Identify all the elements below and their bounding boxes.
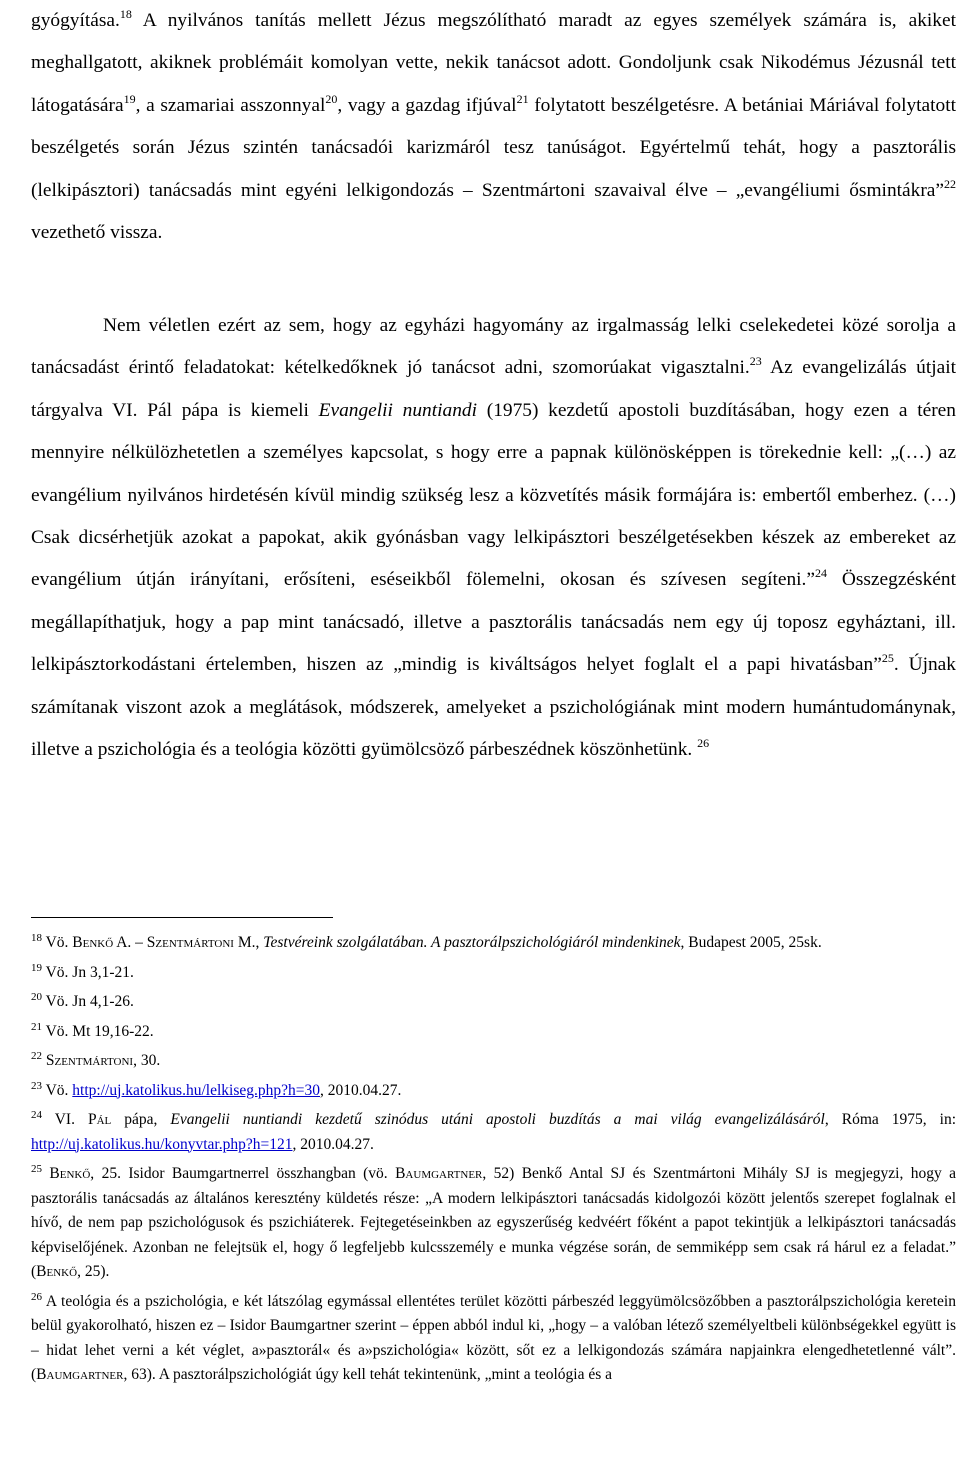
text-run: , a szamariai asszonnyal <box>135 94 326 116</box>
text-run: Az evangelizálás útjait tárgyalva VI. Pál pápa is kiemeli <box>31 357 957 421</box>
text-run: Nem véletlen ezért az sem, hogy az egyházi hagyomány az irgalmasság lelki cselekedetei közé sorolja a tanácsadást érintő feladatokat: kételkedőknek jó tanácsot adni, szomorúakat vigasztalni. <box>31 315 956 379</box>
text-run: (1975) kezdetű apostoli buzdításában, hogy ezen a téren mennyire nélkülözhetetlen a személyes kapcsolat, s hogy erre a papnak különösképpen is törekednie kell: „(…) az evangélium nyilvános hirdetésén kívül mindig szükség lesz a közvetítés másik formájára is: embertől emberhez. (…) Csak dicsérhetjük azokat a papokat, akik gyónásban vagy lelkipásztori beszélgetésekben készek az embereket az evangélium útján irányítani, erősíteni, eséseikből fölemelni, okosan és szívesen segíteni.” <box>31 399 956 591</box>
footnote-link[interactable]: http://uj.katolikus.hu/konyvtar.php?h=121 <box>31 1135 293 1153</box>
author-name: Szentmártoni <box>45 1052 134 1069</box>
author-name: Szentmártoni <box>146 934 234 951</box>
footnote-20 <box>31 990 956 1015</box>
text-run: , vagy a gazdag ifjúval <box>337 94 517 116</box>
footnote-25 <box>31 1162 956 1285</box>
text-run: Vö. Mt 19,16-22. <box>42 1022 154 1040</box>
footnote-ref-21: 21 <box>516 91 529 106</box>
footnote-19 <box>31 961 956 986</box>
text-run: A. – <box>113 934 147 951</box>
author-name: Benkő <box>36 1263 78 1280</box>
text-run: , 2010.04.27. <box>319 1081 402 1099</box>
text-run: Összegzésként megállapíthatjuk, hogy a pap mint tanácsadó, illetve a pasztorális tanácsadás nem egy új toposz egyháztani, ill. lelkipásztorkodástani értelemben, hiszen az „mindig is kiváltságos helyet foglalt el a papi hivatásban” <box>31 569 956 676</box>
footnote-number: 23 <box>31 1079 42 1092</box>
footnote-ref-25: 25 <box>881 651 894 666</box>
author-name: Baumgartner <box>36 1366 124 1383</box>
text-run: , 30. <box>133 1052 161 1069</box>
footnote-separator <box>31 917 333 918</box>
text-run: Vö. <box>42 1081 73 1099</box>
text-run: Vö. Jn 3,1-21. <box>42 963 134 981</box>
footnote-ref-23: 23 <box>749 354 762 369</box>
text-run: M., <box>233 934 264 951</box>
text-run: , 25). <box>77 1263 110 1280</box>
footnote-link[interactable]: http://uj.katolikus.hu/lelkiseg.php?h=30 <box>72 1081 320 1099</box>
footnote-ref-22: 22 <box>944 176 956 191</box>
text-run: pápa, <box>111 1111 171 1128</box>
text-run: , 52) Benkő Antal SJ és Szentmártoni Mihály SJ is megjegyzi, hogy a pasztorális tanácsadás az általános keresztény küldetés része: „A modern lelkipásztori tanácsadás kidolgozói között jelentős szerepet foglalnak el hívő, de nem pap pszichológusok és pszichiáterek. Fejtegetéseinkben az egyszerűség kedvéért főként a papot tekintjük a lelkipásztori tanácsadás képviselőjének. Azonban ne felejtsük el, hogy ő legfeljebb kulcsszemély e munka végzése során, de semmiképp sem csak rá hárul ez a feladat.” ( <box>31 1165 957 1280</box>
footnote-number: 19 <box>31 961 42 974</box>
footnote-number: 20 <box>31 991 42 1003</box>
footnotes <box>31 931 956 1388</box>
footnote-ref-18: 18 <box>119 7 132 21</box>
text-run: , 25. Isidor Baumgartnerrel összhangban (vö. <box>90 1165 396 1182</box>
footnote-ref-19: 19 <box>123 91 136 106</box>
book-title: Testvéreink szolgálatában. A pasztorálpszichológiáról mindenkinek <box>263 934 681 951</box>
text-run: VI. <box>42 1111 88 1128</box>
text-run: folytatott beszélgetésre. A betániai Máriával folytatott beszélgetés során Jézus szintén tanácsadói karizmáról tesz tanúságot. Egyértelmű tehát, hogy a pasztorális (lelkipásztori) tanácsadás mint egyéni lelkigondozás – Szentmártoni szavaival élve – „evangéliumi ősmintákra” <box>31 94 957 201</box>
footnote-number: 18 <box>31 932 42 944</box>
text-run: . Újnak számítanak viszont azok a meglátások, módszerek, amelyeket a pszichológiának mint modern humántudománynak, illetve a pszichológia és a teológia közötti gyümölcsöző párbeszédnek köszönhetünk. <box>31 654 956 761</box>
footnote-ref-20: 20 <box>325 91 338 106</box>
text-run: A nyilvános tanítás mellett Jézus megszólítható maradt az egyes személyek számára is, akiket meghallgatott, akiknek problémáit komolyan vette, nekik tanácsot adott. Gondoljunk csak Nikodémus Jézusnál tett látogatására <box>31 10 956 116</box>
text-run: A teológia és a pszichológia, e két látszólag egymással ellentétes terület közötti párbeszéd leggyümölcsözőbben a pasztorálpszichológia keretein belül gyakorolható, hiszen ez – Isidor Baumgartner szerint – éppen abból indul ki, „hogy – a valóban létező személyeltbeli különbségekkel együtt is – hidat lehet verni a két véglet, a»pasztorál« és a»pszichológia« között, sőt ez a lelkigondozás számára napjainkra elengedhetetlenné vált”. ( <box>31 1292 956 1383</box>
text-run: , Róma 1975, in: <box>824 1111 957 1128</box>
author-name: Pál <box>87 1111 112 1128</box>
footnote-18 <box>31 931 956 956</box>
footnote-ref-24: 24 <box>815 566 827 581</box>
paragraph-2 <box>31 305 956 771</box>
text-run: Vö. Jn 4,1-26. <box>42 993 134 1010</box>
text-run: Vö. <box>42 934 73 951</box>
footnote-number: 21 <box>31 1020 42 1033</box>
text-run: gyógyítása. <box>31 10 120 31</box>
italic-title: Evangelii nuntiandi <box>318 399 477 421</box>
author-name: Benkő <box>72 934 114 951</box>
text-run: , Budapest 2005, 25sk. <box>680 934 822 951</box>
footnote-ref-26: 26 <box>697 736 710 751</box>
footnote-number: 24 <box>31 1109 42 1121</box>
document-title: Evangelii nuntiandi kezdetű szinódus utáni apostoli buzdítás a mai világ evangelizálásáról <box>170 1111 825 1128</box>
text-run: , 63). A pasztorálpszichológiát úgy kell tehát tekintenünk, „mint a teológia és a <box>123 1366 613 1383</box>
footnote-24 <box>31 1108 956 1157</box>
footnote-number: 22 <box>31 1050 42 1062</box>
footnote-number: 26 <box>31 1290 42 1303</box>
paragraph-1 <box>31 0 956 254</box>
author-name: Baumgartner <box>395 1165 483 1182</box>
footnote-number: 25 <box>31 1163 42 1175</box>
text-run: , 2010.04.27. <box>292 1135 374 1153</box>
footnote-21 <box>31 1020 956 1045</box>
footnote-26 <box>31 1290 956 1388</box>
text-run: vezethető vissza. <box>31 222 163 244</box>
author-name: Benkő <box>49 1165 91 1182</box>
footnote-22 <box>31 1049 956 1074</box>
footnote-23 <box>31 1079 956 1104</box>
